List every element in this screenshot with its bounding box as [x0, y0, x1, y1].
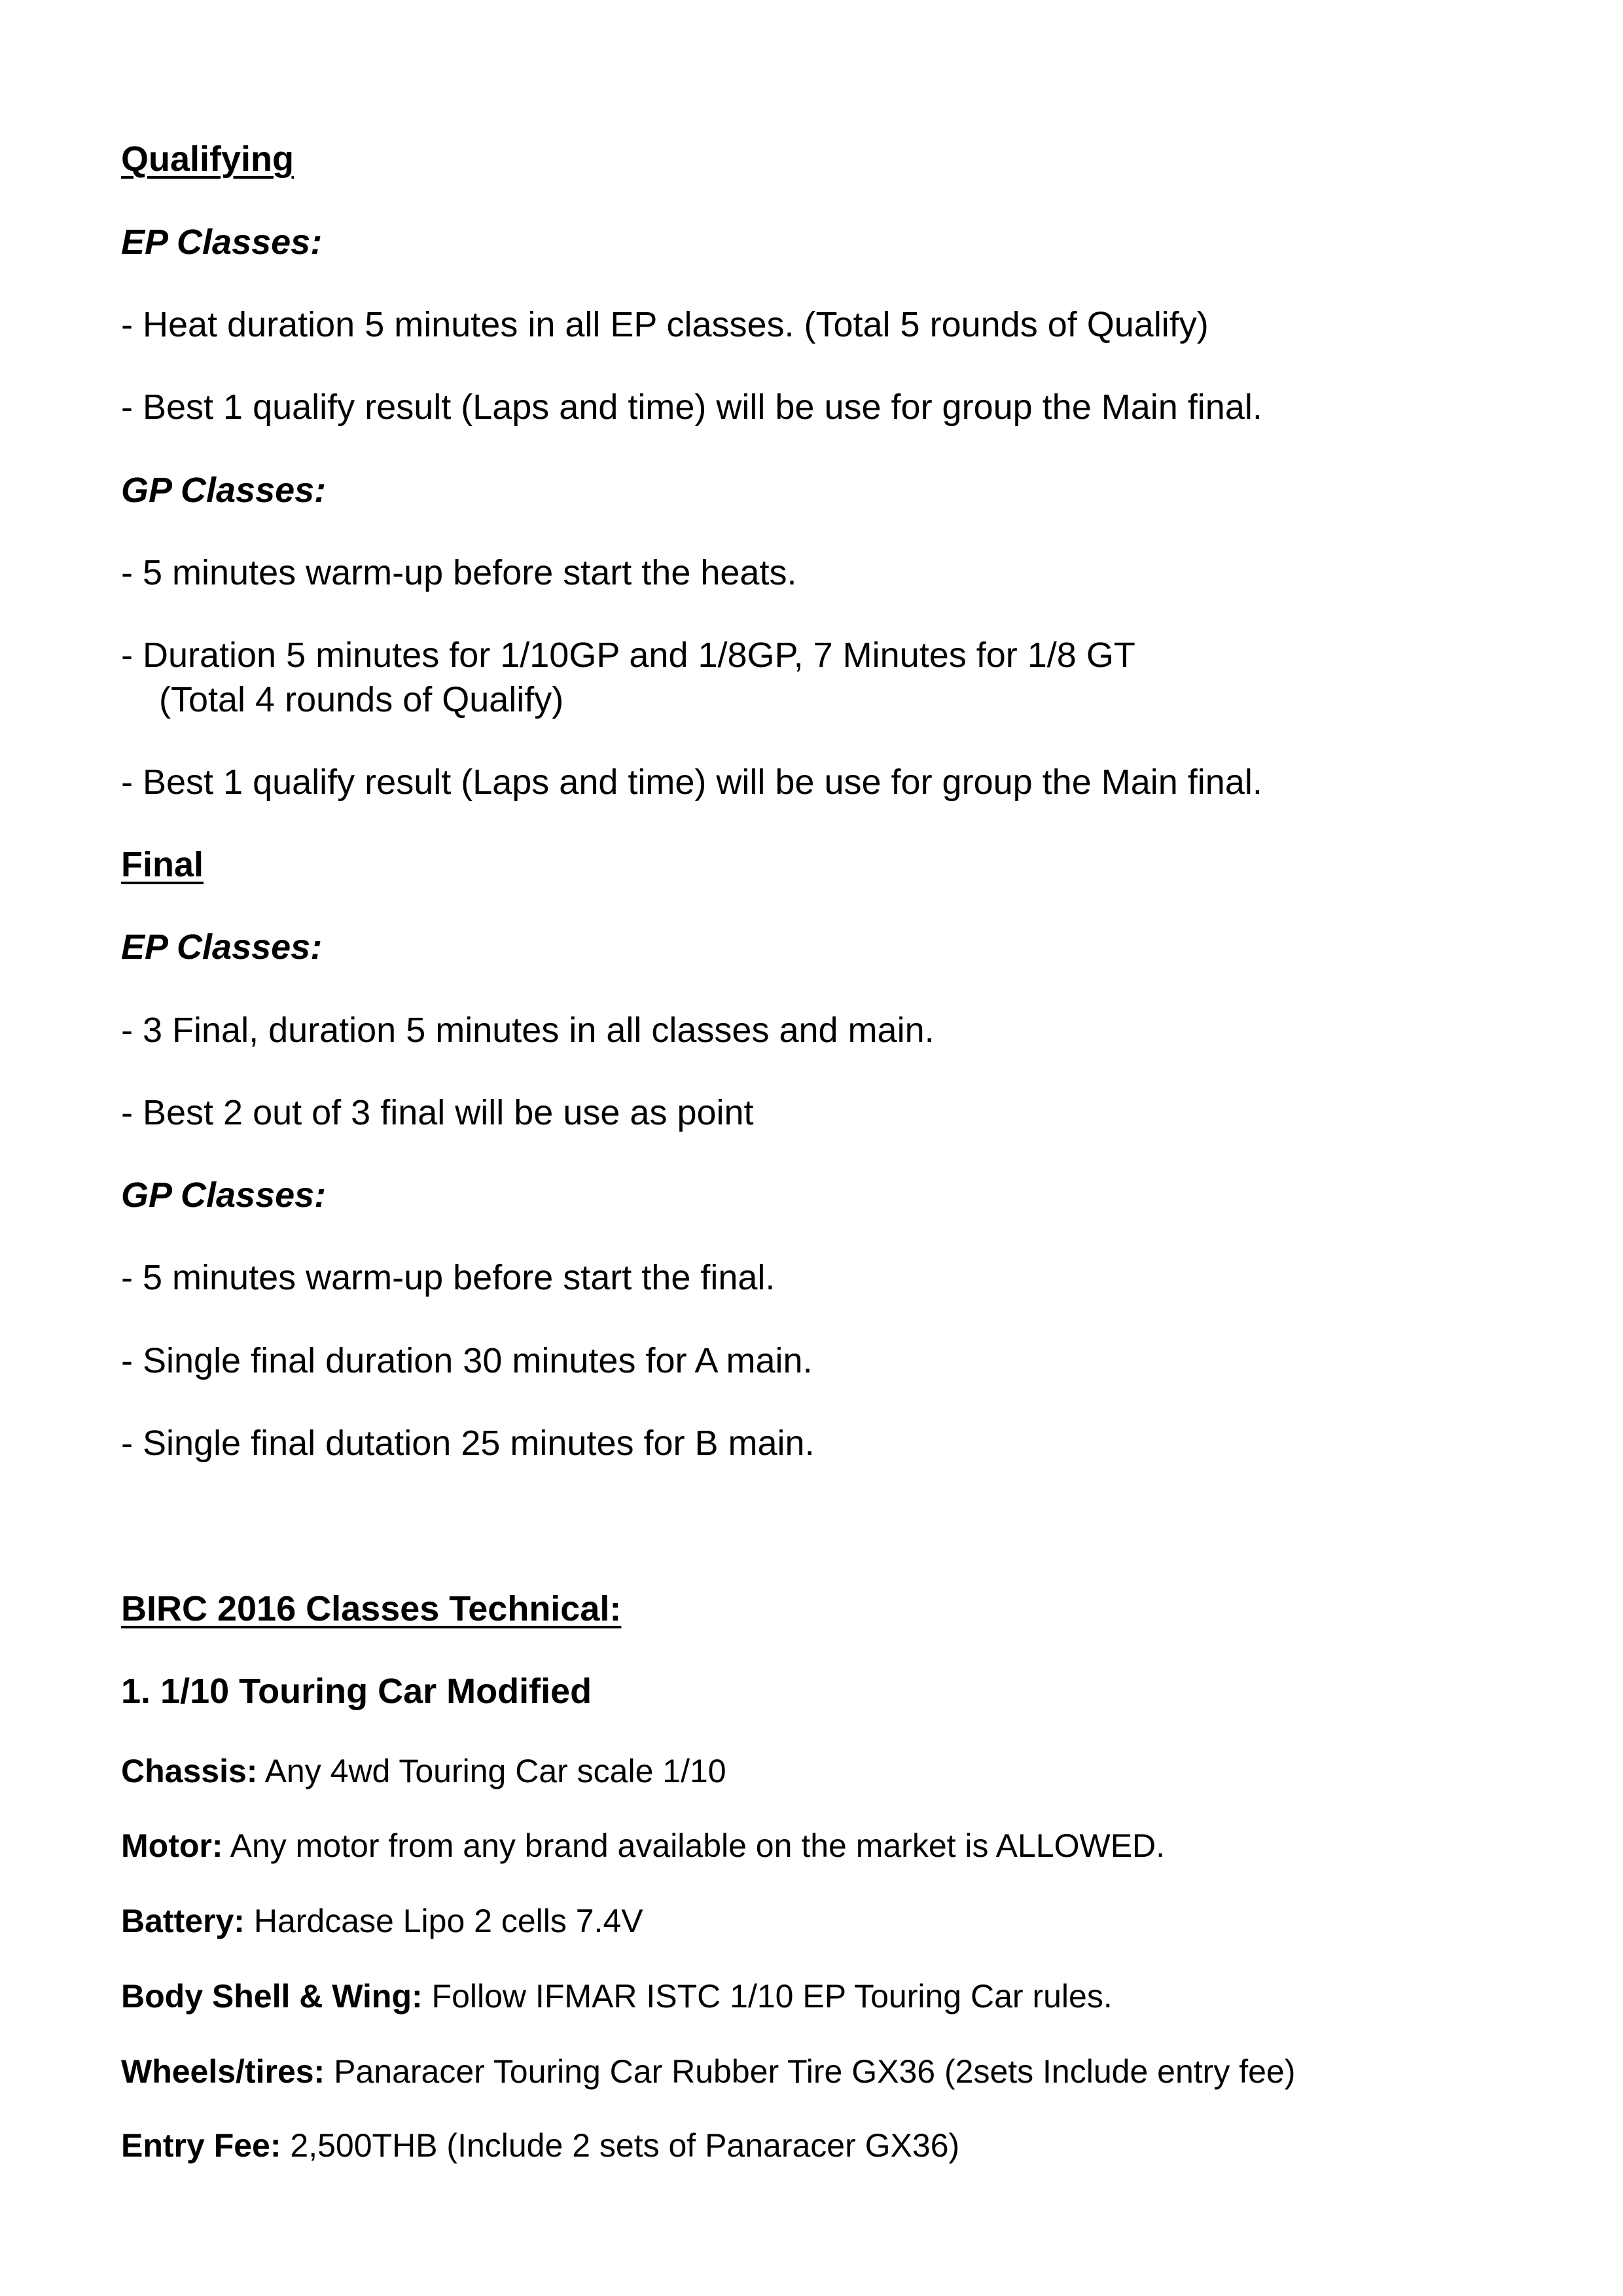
qualifying-ep-item: - Heat duration 5 minutes in all EP classes. (Total 5 rounds of Qualify) — [121, 305, 1209, 344]
spec-value: 2,500THB (Include 2 sets of Panaracer GX36) — [281, 2127, 960, 2164]
qualifying-ep-item: - Best 1 qualify result (Laps and time) will be use for group the Main final. — [121, 387, 1262, 427]
final-heading: Final — [121, 845, 204, 884]
qualifying-gp-item-continued: (Total 4 rounds of Qualify) — [159, 680, 564, 719]
qualifying-gp-item: - 5 minutes warm-up before start the heats. — [121, 553, 797, 592]
spec-entry-fee — [121, 2126, 959, 2165]
qualifying-gp-title: GP Classes: — [121, 471, 327, 510]
spec-body — [121, 1977, 1113, 2016]
spec-motor — [121, 1826, 1165, 1865]
qualifying-heading: Qualifying — [121, 139, 294, 179]
final-gp-title: GP Classes: — [121, 1175, 327, 1215]
spec-chassis — [121, 1751, 726, 1791]
spec-label: Battery: — [121, 1903, 245, 1939]
spec-value: Follow IFMAR ISTC 1/10 EP Touring Car rules. — [422, 1978, 1113, 2015]
final-gp-item: - Single final dutation 25 minutes for B main. — [121, 1424, 815, 1463]
final-gp-item: - Single final duration 30 minutes for A main. — [121, 1341, 813, 1380]
qualifying-gp-item: - Duration 5 minutes for 1/10GP and 1/8GP, 7 Minutes for 1/8 GT — [121, 636, 1135, 675]
final-ep-item: - Best 2 out of 3 final will be use as point — [121, 1093, 754, 1132]
final-gp-item: - 5 minutes warm-up before start the final. — [121, 1258, 776, 1297]
final-ep-item: - 3 Final, duration 5 minutes in all classes and main. — [121, 1011, 935, 1050]
qualifying-gp-item: - Best 1 qualify result (Laps and time) will be use for group the Main final. — [121, 762, 1262, 802]
spec-label: Entry Fee: — [121, 2127, 281, 2164]
spec-label: Body Shell & Wing: — [121, 1978, 423, 2015]
class-title: 1. 1/10 Touring Car Modified — [121, 1672, 592, 1711]
spec-label: Chassis: — [121, 1753, 258, 1789]
spec-battery — [121, 1901, 643, 1941]
final-ep-title: EP Classes: — [121, 927, 323, 967]
spec-value: Any motor from any brand available on the market is ALLOWED. — [223, 1827, 1166, 1864]
spec-label: Motor: — [121, 1827, 223, 1864]
spec-label: Wheels/tires: — [121, 2053, 325, 2090]
spec-wheels — [121, 2052, 1295, 2091]
spec-value: Panaracer Touring Car Rubber Tire GX36 (2sets Include entry fee) — [325, 2053, 1296, 2090]
qualifying-ep-title: EP Classes: — [121, 223, 323, 262]
spec-value: Any 4wd Touring Car scale 1/10 — [257, 1753, 726, 1789]
technical-heading: BIRC 2016 Classes Technical: — [121, 1589, 622, 1628]
spec-value: Hardcase Lipo 2 cells 7.4V — [244, 1903, 643, 1939]
